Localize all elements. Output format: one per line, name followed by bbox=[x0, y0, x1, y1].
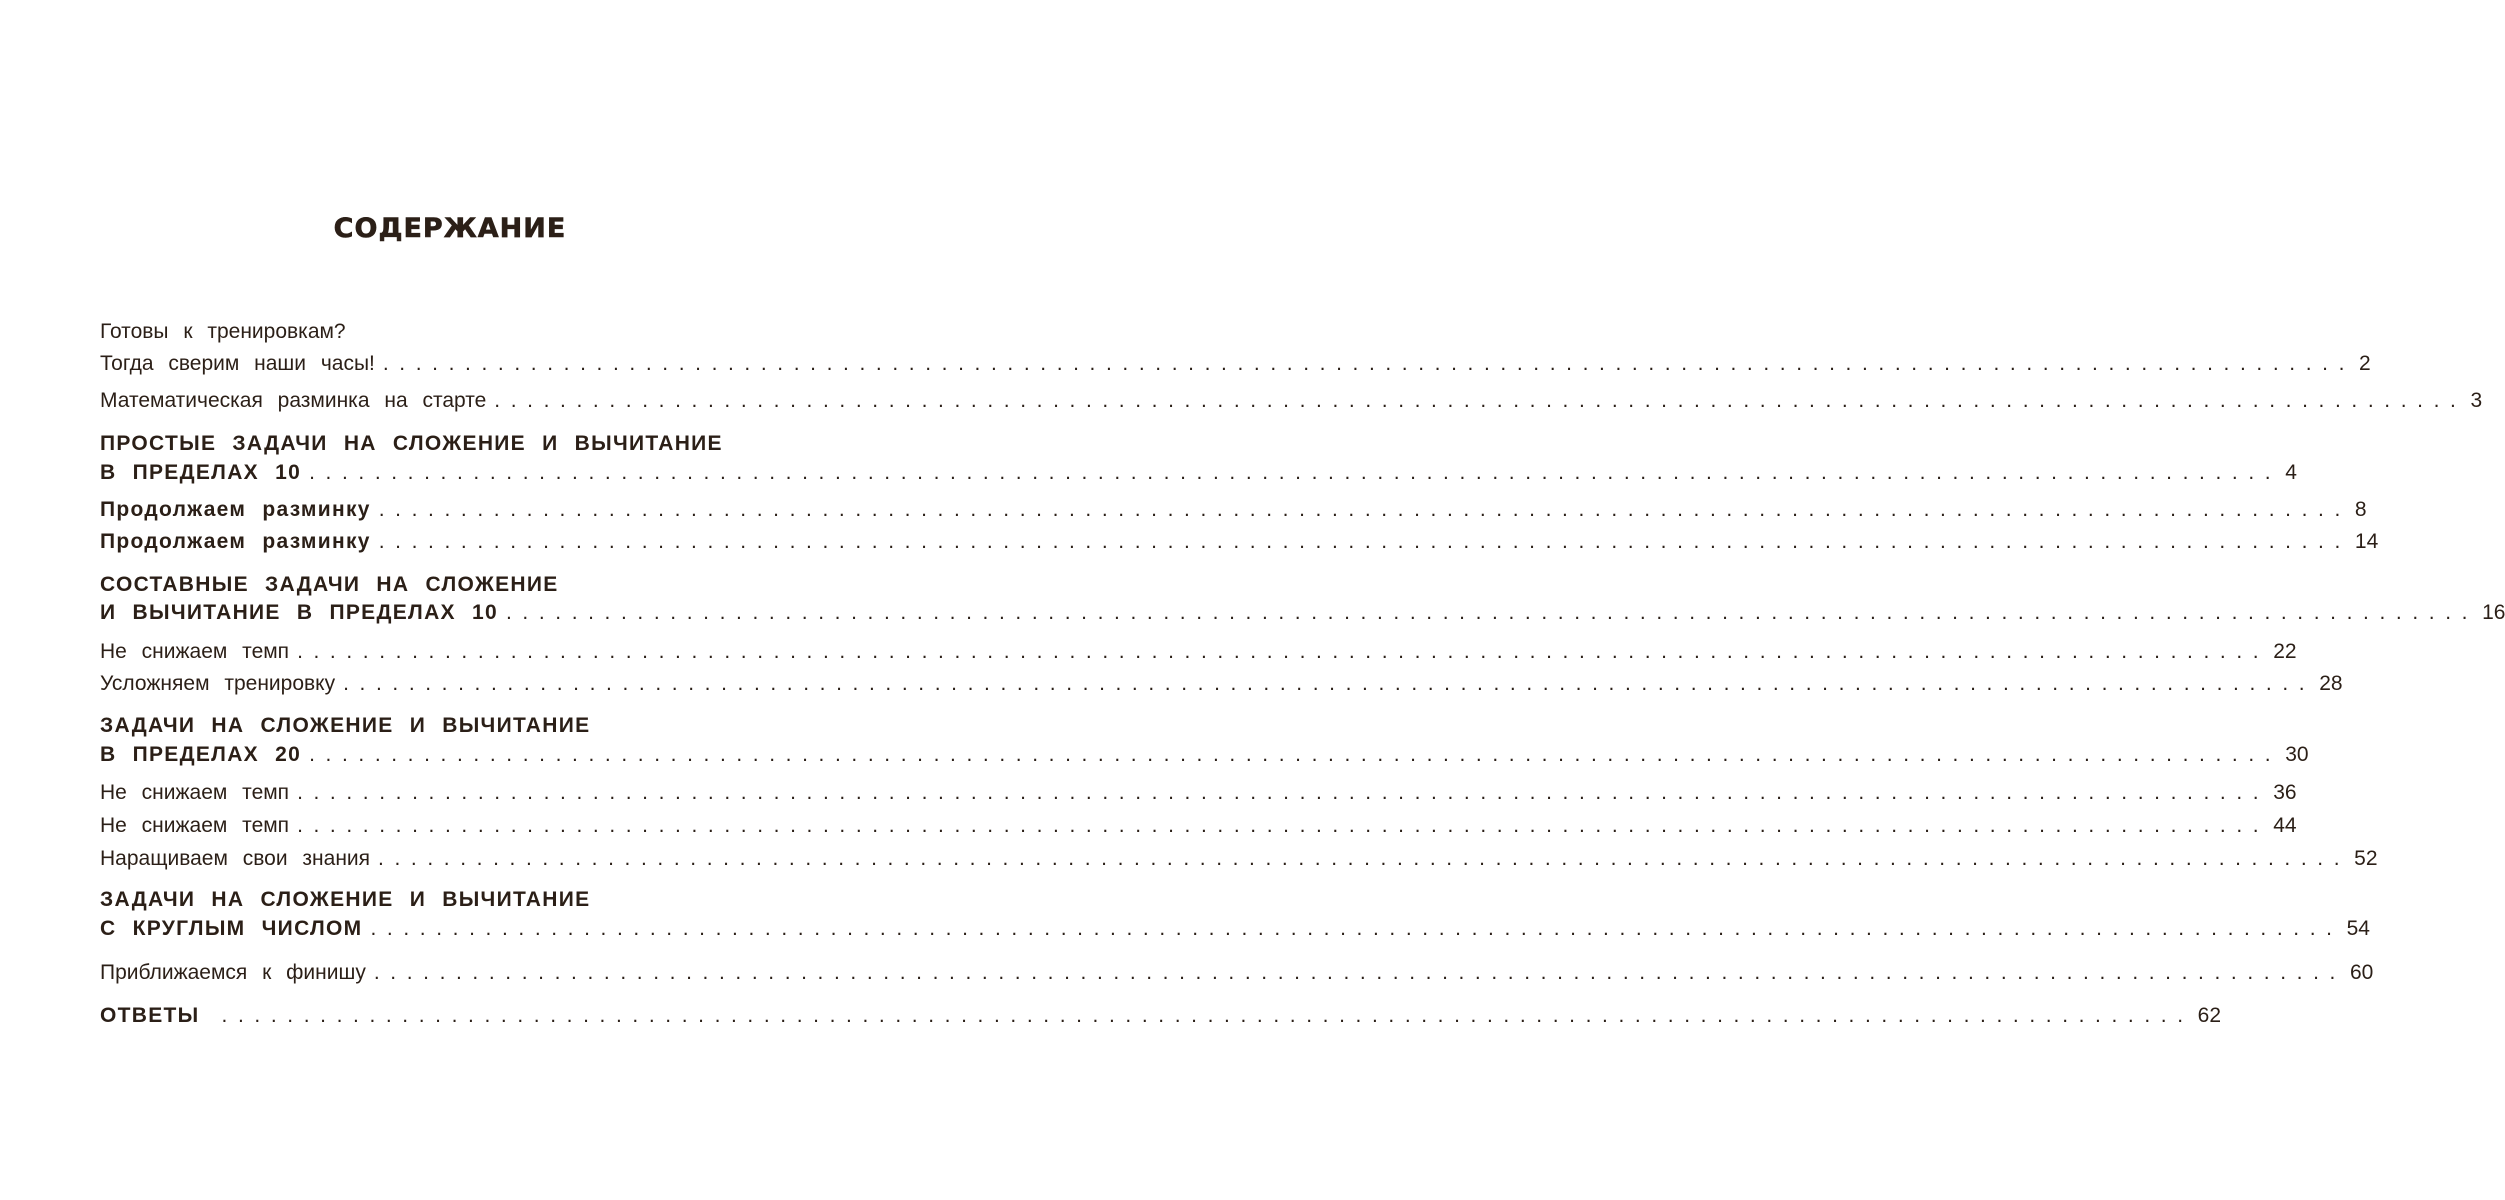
toc-entry-label: Приближаемся к финишу bbox=[100, 961, 366, 984]
dot-leader: ........................................................................................................................ bbox=[297, 781, 2270, 804]
dot-leader: ........................................................................................................................ bbox=[378, 847, 2351, 870]
toc-entry-heading-text: Готовы к тренировкам? bbox=[100, 320, 346, 343]
toc-page-number: 30 bbox=[2285, 743, 2309, 766]
toc-entry-label: Наращиваем свои знания bbox=[100, 847, 371, 870]
toc-page-number: 2 bbox=[2359, 352, 2371, 375]
toc-entry-label: Продолжаем разминку bbox=[100, 530, 371, 553]
toc-section-label: С КРУГЛЫМ ЧИСЛОМ bbox=[100, 917, 363, 940]
toc-page-number: 8 bbox=[2354, 498, 2367, 521]
toc-page-number: 52 bbox=[2354, 847, 2378, 870]
toc-section-heading-text: ПРОСТЫЕ ЗАДАЧИ НА СЛОЖЕНИЕ И ВЫЧИТАНИЕ bbox=[100, 432, 723, 455]
toc-entry[interactable] bbox=[100, 491, 2367, 523]
toc-entry-label: Математическая разминка на старте bbox=[100, 389, 487, 412]
dot-leader: ........................................................................................................................ bbox=[370, 917, 2343, 940]
dot-leader: ........................................................................................................................ bbox=[505, 601, 2479, 624]
toc-section[interactable] bbox=[100, 454, 2297, 486]
toc-entry-label: ОТВЕТЫ bbox=[100, 1004, 200, 1027]
toc-entry-label: Продолжаем разминку bbox=[100, 498, 371, 521]
toc-page-number: 16 bbox=[2482, 601, 2505, 624]
toc-entry-label: Тогда сверим наши часы! bbox=[100, 352, 375, 375]
toc-entry[interactable] bbox=[100, 807, 2297, 839]
dot-leader: ........................................................................................................................ bbox=[373, 961, 2346, 984]
toc-section-heading-text: ЗАДАЧИ НА СЛОЖЕНИЕ И ВЫЧИТАНИЕ bbox=[100, 888, 591, 911]
toc-section-heading-line bbox=[100, 425, 794, 457]
toc-entry-label: Не снижаем темп bbox=[100, 640, 290, 663]
toc-section-heading-line bbox=[100, 881, 794, 913]
toc-entry-answers[interactable] bbox=[100, 997, 2222, 1029]
toc-page-number: 14 bbox=[2354, 530, 2379, 553]
toc-page-number: 44 bbox=[2273, 814, 2297, 837]
dot-leader: ........................................................................................................................ bbox=[378, 530, 2351, 553]
dot-leader: ........................................................................................................................ bbox=[309, 743, 2282, 766]
toc-entry-label: Усложняем тренировку bbox=[100, 672, 336, 695]
toc-page-number: 60 bbox=[2349, 961, 2374, 984]
toc-entry[interactable] bbox=[100, 633, 2297, 665]
toc-entry[interactable] bbox=[100, 382, 2483, 414]
toc-entry[interactable] bbox=[100, 665, 2343, 697]
dot-leader: ........................................................................................................................ bbox=[297, 640, 2270, 663]
toc-entry[interactable] bbox=[100, 954, 2374, 986]
toc-section-heading-line bbox=[100, 707, 794, 739]
dot-leader: ........................................................................................................................ bbox=[382, 352, 2356, 375]
toc-entry-label: Не снижаем темп bbox=[100, 781, 290, 804]
toc-section-heading-text: СОСТАВНЫЕ ЗАДАЧИ НА СЛОЖЕНИЕ bbox=[100, 573, 559, 596]
toc-section-label: В ПРЕДЕЛАХ 10 bbox=[100, 461, 302, 484]
toc-page-number: 54 bbox=[2346, 917, 2370, 940]
toc-page-number: 3 bbox=[2470, 389, 2483, 412]
toc-entry[interactable] bbox=[100, 774, 2297, 806]
toc-section[interactable] bbox=[100, 594, 2505, 626]
dot-leader: ........................................................................................................................ bbox=[297, 814, 2270, 837]
toc-entry-heading-line bbox=[100, 313, 794, 345]
toc-entry-label: Не снижаем темп bbox=[100, 814, 290, 837]
toc-section-label: И ВЫЧИТАНИЕ В ПРЕДЕЛАХ 10 bbox=[100, 601, 498, 624]
dot-leader: ........................................................................................................................ bbox=[309, 461, 2282, 484]
toc-section-heading-text: ЗАДАЧИ НА СЛОЖЕНИЕ И ВЫЧИТАНИЕ bbox=[100, 714, 591, 737]
toc-entry[interactable] bbox=[100, 345, 2371, 377]
dot-leader: ........................................................................................................................ bbox=[221, 1004, 2194, 1027]
dot-leader: ........................................................................................................................ bbox=[378, 498, 2351, 521]
toc-section-label: В ПРЕДЕЛАХ 20 bbox=[100, 743, 302, 766]
toc-page-number: 4 bbox=[2285, 461, 2297, 484]
toc-page-number: 36 bbox=[2273, 781, 2297, 804]
toc-page-number: 28 bbox=[2319, 672, 2343, 695]
toc-page-number: 22 bbox=[2273, 640, 2297, 663]
toc-page-number: 62 bbox=[2197, 1004, 2222, 1027]
table-of-contents bbox=[100, 0, 2505, 1200]
dot-leader: ........................................................................................................................ bbox=[494, 389, 2467, 412]
toc-entry[interactable] bbox=[100, 523, 2379, 555]
toc-section[interactable] bbox=[100, 736, 2309, 768]
page-title: СОДЕРЖАНИЕ bbox=[333, 213, 567, 244]
dot-leader: ........................................................................................................................ bbox=[343, 672, 2316, 695]
toc-section[interactable] bbox=[100, 910, 2370, 942]
toc-entry[interactable] bbox=[100, 840, 2378, 872]
